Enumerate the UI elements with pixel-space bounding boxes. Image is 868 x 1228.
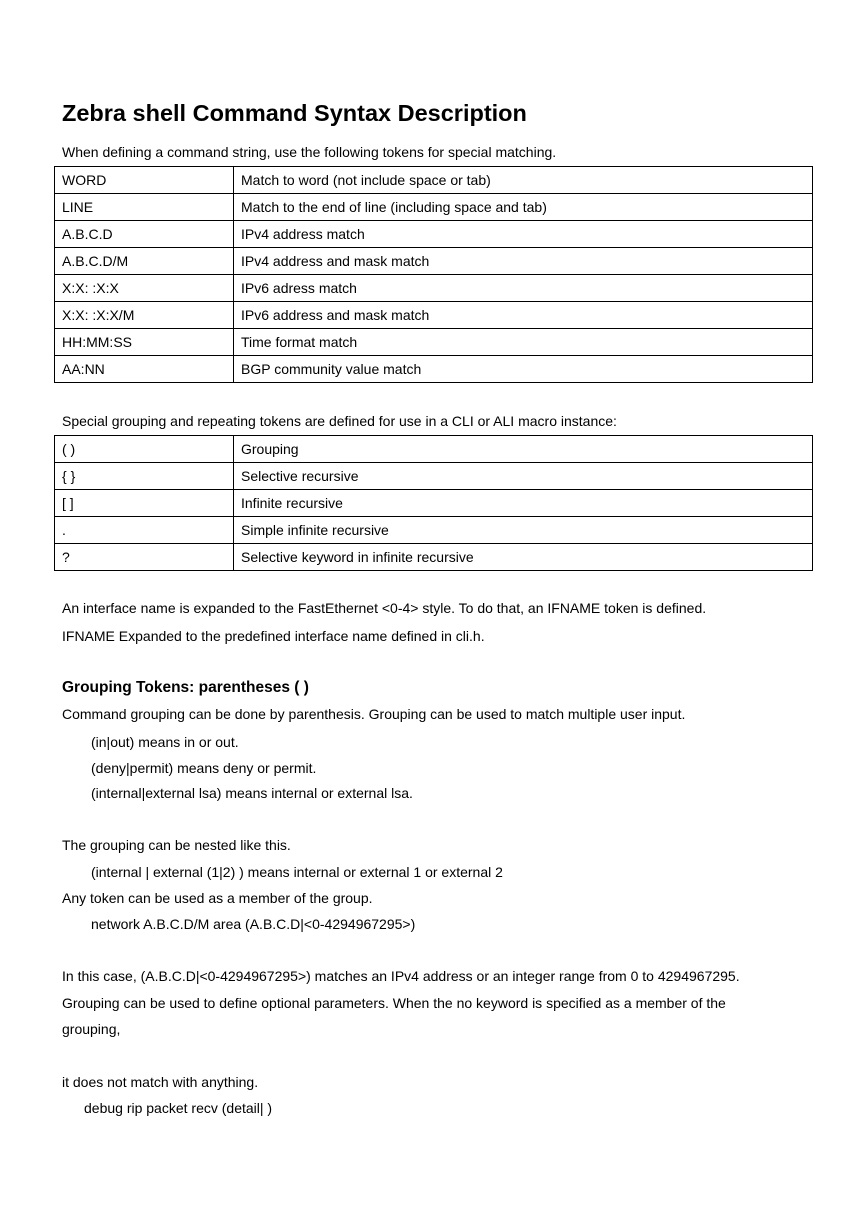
page-title: Zebra shell Command Syntax Description <box>62 100 527 126</box>
debug-example: debug rip packet recv (detail| ) <box>84 1100 273 1116</box>
table-row <box>55 356 813 383</box>
table-row <box>55 221 813 248</box>
table-row <box>55 302 813 329</box>
table-row <box>55 329 813 356</box>
token-cell: HH:MM:SS <box>55 329 234 356</box>
description-cell: Simple infinite recursive <box>234 517 813 544</box>
special-token-table <box>54 435 813 571</box>
token-cell: A.B.C.D <box>55 221 234 248</box>
token-cell: { } <box>55 463 234 490</box>
optional-text-1: Grouping can be used to define optional parameters. When the no keyword is specified as a member of the <box>62 995 726 1011</box>
token-table <box>54 166 813 383</box>
table-row <box>55 167 813 194</box>
nested-intro: The grouping can be nested like this. <box>62 837 291 853</box>
grouping-example: (in|out) means in or out. <box>91 734 239 750</box>
description-cell: Selective recursive <box>234 463 813 490</box>
token-cell: AA:NN <box>55 356 234 383</box>
table-row <box>55 275 813 302</box>
token-cell: . <box>55 517 234 544</box>
token-cell: X:X: :X:X <box>55 275 234 302</box>
section-heading: Grouping Tokens: parentheses ( ) <box>62 679 309 696</box>
token-cell: ( ) <box>55 436 234 463</box>
table-row <box>55 436 813 463</box>
no-match-text: it does not match with anything. <box>62 1074 259 1090</box>
token-cell: ? <box>55 544 234 571</box>
any-token-text: Any token can be used as a member of the group. <box>62 890 373 906</box>
grouping-example: (internal|external lsa) means internal or external lsa. <box>91 785 413 801</box>
table-row <box>55 194 813 221</box>
table-row <box>55 248 813 275</box>
table-row <box>55 544 813 571</box>
ifname-text-1: An interface name is expanded to the FastEthernet <0-4> style. To do that, an IFNAME token is defined. <box>62 600 707 616</box>
table-row <box>55 517 813 544</box>
grouping-example: (deny|permit) means deny or permit. <box>91 760 317 776</box>
description-cell: Selective keyword in infinite recursive <box>234 544 813 571</box>
description-cell: IPv4 address and mask match <box>234 248 813 275</box>
description-cell: Match to word (not include space or tab) <box>234 167 813 194</box>
token-cell: [ ] <box>55 490 234 517</box>
case-text: In this case, (A.B.C.D|<0-4294967295>) matches an IPv4 address or an integer range from 0 to 4294967295. <box>62 968 740 984</box>
grouping-description: Command grouping can be done by parenthesis. Grouping can be used to match multiple user input. <box>62 706 686 722</box>
token-cell: X:X: :X:X/M <box>55 302 234 329</box>
description-cell: Match to the end of line (including space and tab) <box>234 194 813 221</box>
intro-text: When defining a command string, use the following tokens for special matching. <box>62 144 557 160</box>
network-example: network A.B.C.D/M area (A.B.C.D|<0-4294967295>) <box>91 916 416 932</box>
description-cell: IPv6 adress match <box>234 275 813 302</box>
table-row <box>55 463 813 490</box>
token-cell: LINE <box>55 194 234 221</box>
description-cell: Time format match <box>234 329 813 356</box>
ifname-text-2: IFNAME Expanded to the predefined interface name defined in cli.h. <box>62 628 485 644</box>
description-cell: BGP community value match <box>234 356 813 383</box>
token-cell: A.B.C.D/M <box>55 248 234 275</box>
special-intro-text: Special grouping and repeating tokens are defined for use in a CLI or ALI macro instance: <box>62 413 617 429</box>
description-cell: IPv4 address match <box>234 221 813 248</box>
description-cell: Grouping <box>234 436 813 463</box>
nested-example: (internal | external (1|2) ) means internal or external 1 or external 2 <box>91 864 503 880</box>
description-cell: IPv6 address and mask match <box>234 302 813 329</box>
table-row <box>55 490 813 517</box>
optional-text-2: grouping, <box>62 1021 121 1037</box>
description-cell: Infinite recursive <box>234 490 813 517</box>
token-cell: WORD <box>55 167 234 194</box>
